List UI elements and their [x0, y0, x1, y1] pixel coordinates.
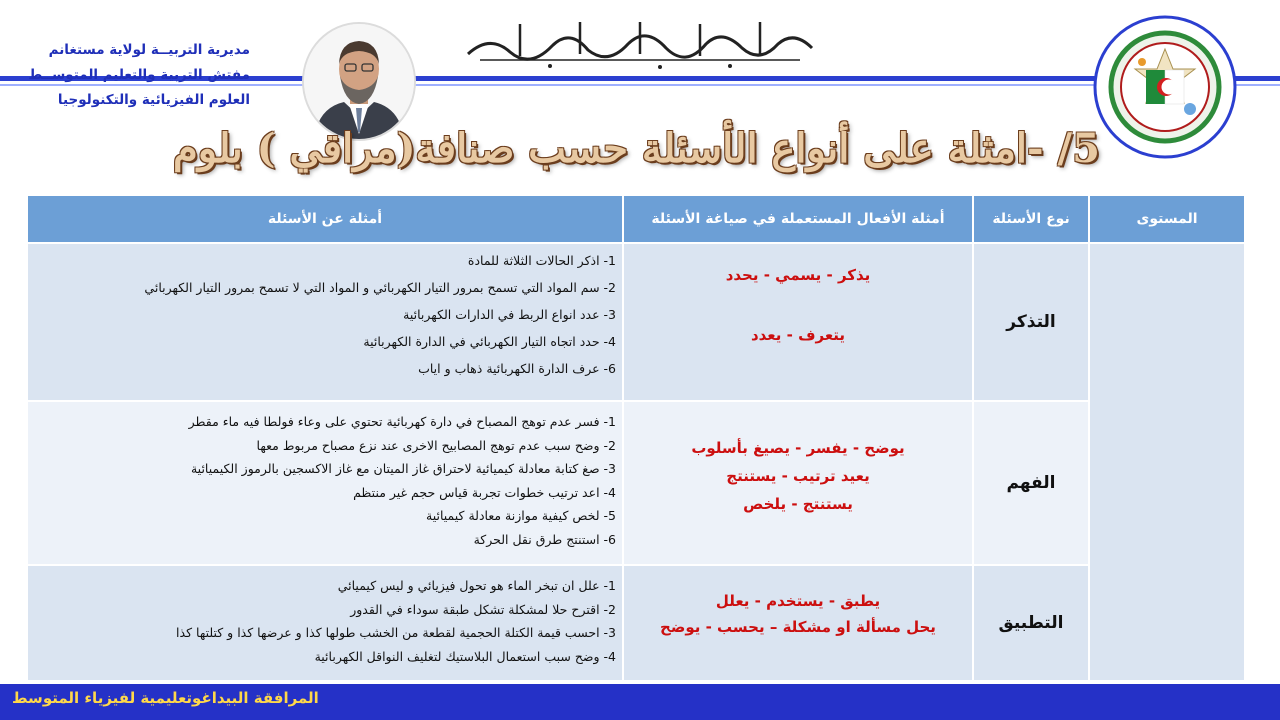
verbs-remember [622, 244, 972, 400]
question-item: 3- صغ كتابة معادلة كيميائية لاحتراق غاز الميتان مع غاز الاكسجين بالرموز الكيميائية [190, 461, 616, 476]
inspector-photo [302, 22, 416, 141]
institution-block [28, 38, 250, 113]
question-item: 6- عرف الدارة الكهربائية ذهاب و اياب [418, 361, 616, 376]
footer-bar [0, 684, 1280, 720]
header-examples: أمثلة عن الأسئلة [28, 196, 622, 242]
verbs-understand [622, 402, 972, 564]
verbs-apply [622, 566, 972, 680]
question-item: 4- اعد ترتيب خطوات تجربة قياس حجم غير منتظم [353, 484, 616, 500]
verb-line: يحل مسألة او مشكلة – يحسب - يوضح [660, 618, 936, 636]
question-item: 5- لخص كيفية موازنة معادلة كيميائية [426, 508, 616, 523]
footer-text: المرافقة البيداغوتعليمية لفيزياء المتوسط [12, 689, 319, 707]
question-item: 1- اذكر الحالات الثلاثة للمادة [467, 253, 616, 268]
portrait-image [304, 24, 414, 139]
verb-line: يذكر - يسمي - يحدد [725, 266, 871, 284]
type-apply: التطبيق [972, 566, 1088, 680]
verb-line: يستنتج - يلخص [743, 495, 853, 513]
question-item: 4- حدد اتجاه التيار الكهربائي في الدارة الكهربائية [363, 334, 616, 349]
level-column [1090, 244, 1244, 680]
header-type: نوع الأسئلة [972, 196, 1088, 242]
type-understand: الفهم [972, 402, 1088, 564]
question-item: 2- اقترح حلا لمشكلة تشكل طبقة سوداء في القدور [350, 601, 616, 617]
verb-line: يعيد ترتيب - يستنتج [726, 467, 870, 485]
question-item: 3- عدد انواع الربط في الدارات الكهربائية [403, 307, 616, 322]
question-item: 6- استنتج طرق نقل الحركة [473, 531, 616, 547]
question-item: 2- سم المواد التي تسمح بمرور التيار الكهربائي و المواد التي لا تسمح بمرور التيار الكهربائي [144, 280, 616, 295]
question-item: 1- علل ان تبخر الماء هو تحول فيزيائي و ليس كيميائي [337, 578, 616, 593]
bloom-taxonomy-table [28, 196, 1244, 680]
verb-line: يوضح - يفسر - يصيغ بأسلوب [691, 439, 905, 457]
question-item: 3- احسب قيمة الكتلة الحجمية لقطعة من الخشب طولها كذا و عرضها كذا و كتلتها كذا [176, 625, 616, 640]
header-level: المستوى [1088, 196, 1244, 242]
page-title: 5/ -امثلة على أنواع الأسئلة حسب صنافة(مراقي ) بلوم [172, 125, 1100, 172]
questions-apply [28, 566, 622, 680]
questions-remember [28, 244, 622, 400]
question-item: 1- فسر عدم توهج المصباح في دارة كهربائية تحتوي على وعاء فولطا فيه ماء مقطر [188, 414, 616, 429]
type-remember: التذكر [972, 244, 1088, 400]
header-verbs: أمثلة الأفعال المستعملة في صياغة الأسئلة [622, 196, 972, 242]
question-item: 2- وضح سبب عدم توهج المصابيح الاخرى عند نزع مصباح مربوط معها [256, 437, 616, 453]
institution-line-1: مديرية التربيــة لولاية مستغانم [48, 42, 250, 58]
verb-line: يطبق - يستخدم - يعلل [715, 592, 881, 610]
question-item: 4- وضح سبب استعمال البلاستيك لتغليف النواقل الكهربائية [314, 648, 616, 664]
institution-line-2: مفتش التربية والتعليم المتوســط [28, 67, 250, 83]
institution-line-3: العلوم الفيزيائية والتكنولوجيا [57, 92, 250, 108]
logo-emblem-icon [1090, 12, 1240, 162]
organization-logo [1090, 12, 1240, 162]
questions-understand [28, 402, 622, 564]
verb-line: يتعرف - يعدد [750, 326, 846, 344]
basmala-calligraphy [460, 14, 820, 74]
basmala-icon [460, 14, 820, 74]
